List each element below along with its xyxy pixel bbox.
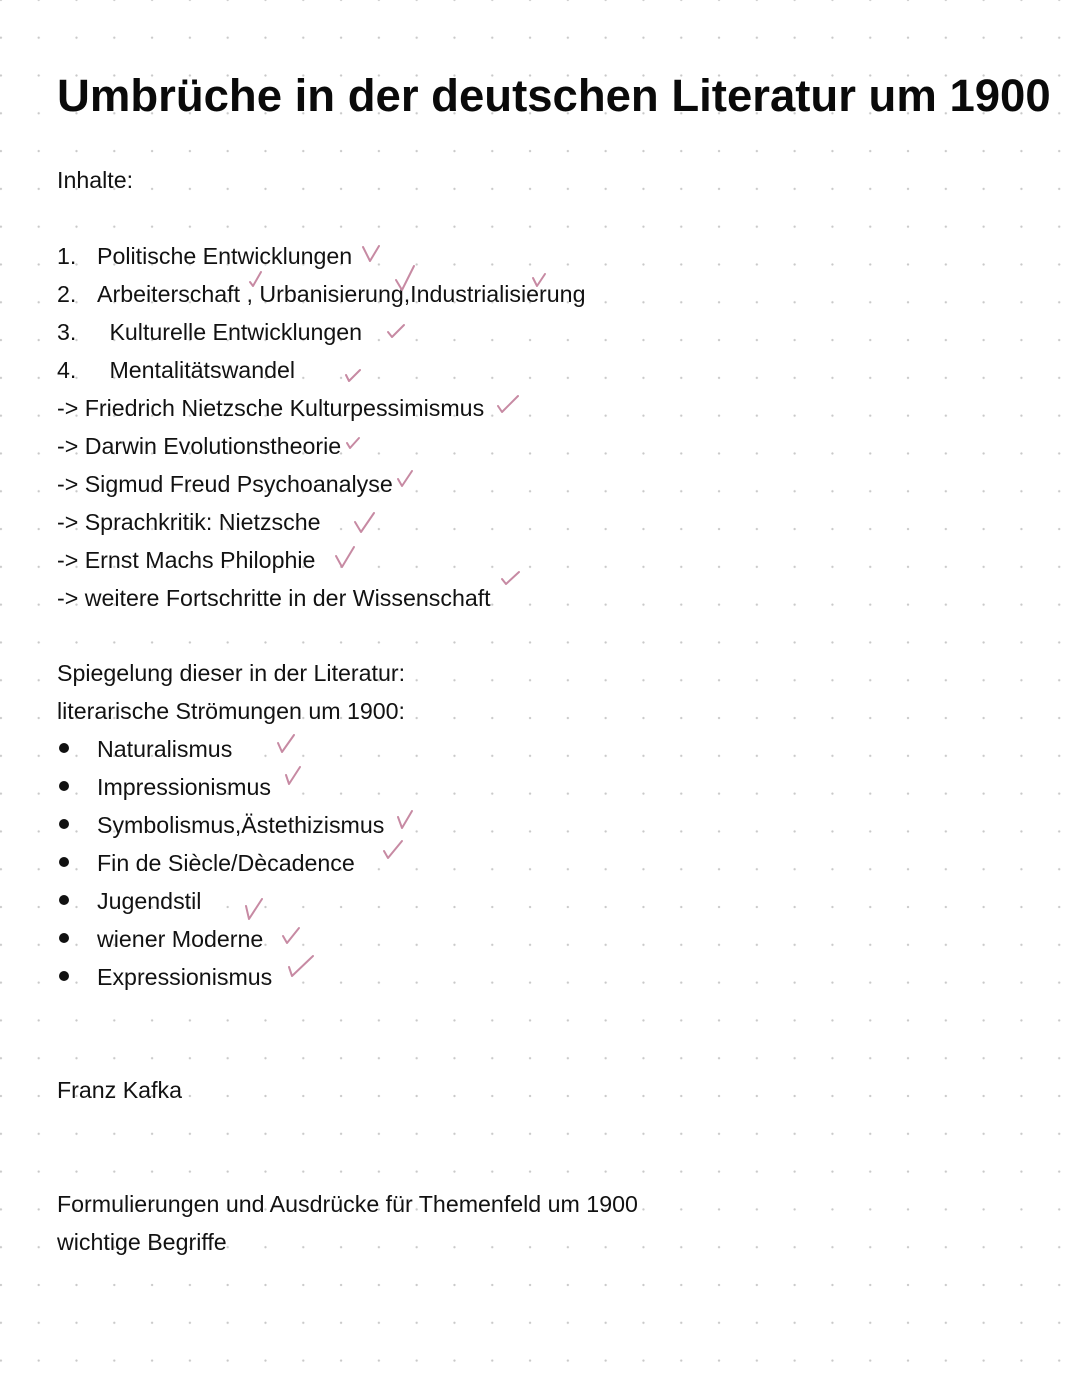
checkmark-icon [276, 733, 296, 754]
bullet-icon [59, 781, 69, 791]
item-number: 1. [57, 243, 77, 269]
item-number: 3. [57, 319, 77, 345]
bullet-icon [59, 743, 69, 753]
contents-heading: Inhalte: [57, 167, 134, 193]
author-heading: Franz Kafka [57, 1077, 183, 1103]
arrow-item: -> Friedrich Nietzsche Kulturpessimismus [57, 395, 485, 421]
movement-item: Impressionismus [97, 774, 271, 800]
movement-item: Jugendstil [97, 888, 202, 914]
checkmark-icon [284, 765, 302, 786]
checkmark-icon [244, 897, 264, 921]
bullet-icon [59, 819, 69, 829]
numbered-item [57, 356, 295, 384]
numbered-item [57, 280, 585, 308]
bullet-icon [59, 857, 69, 867]
movement-item: Symbolismus,Ästethizismus [97, 812, 385, 838]
item-text: Kulturelle Entwicklungen [103, 319, 363, 345]
movement-item: wiener Moderne [97, 926, 264, 952]
checkmark-icon [281, 926, 301, 946]
checkmark-icon [531, 272, 547, 288]
reflection-heading: Spiegelung dieser in der Literatur: [57, 660, 406, 686]
item-text: Arbeiterschaft , Urbanisierung,Industrialisierung [97, 281, 586, 307]
checkmark-icon [386, 322, 406, 340]
checkmark-icon [345, 435, 361, 451]
checkmark-icon [394, 264, 416, 292]
item-text: Mentalitätswandel [103, 357, 296, 383]
item-number: 2. [57, 281, 77, 307]
arrow-item: -> Sigmud Freud Psychoanalyse [57, 471, 393, 497]
movement-item: Expressionismus [97, 964, 273, 990]
checkmark-icon [334, 545, 356, 569]
arrow-item: -> Ernst Machs Philophie [57, 547, 316, 573]
checkmark-icon [361, 244, 381, 264]
arrow-item: -> Darwin Evolutionstheorie [57, 433, 342, 459]
item-text: Politische Entwicklungen [97, 243, 353, 269]
checkmark-icon [396, 469, 414, 489]
checkmark-icon [396, 809, 414, 831]
arrow-item: -> Sprachkritik: Nietzsche [57, 509, 321, 535]
movements-heading: literarische Strömungen um 1900: [57, 698, 405, 724]
checkmark-icon [382, 839, 404, 861]
page-title: Umbrüche in der deutschen Literatur um 1900 [57, 70, 1051, 121]
movement-item: Naturalismus [97, 736, 233, 762]
numbered-item [57, 318, 362, 346]
checkmark-icon [500, 570, 521, 587]
movement-item: Fin de Siècle/Dècadence [97, 850, 355, 876]
checkmark-icon [248, 270, 264, 288]
item-number: 4. [57, 357, 77, 383]
terms-heading: wichtige Begriffe [57, 1229, 227, 1255]
arrow-item: -> weitere Fortschritte in der Wissenschaft [57, 585, 491, 611]
bullet-icon [59, 971, 69, 981]
phrases-heading: Formulierungen und Ausdrücke für Themenfeld um 1900 [57, 1191, 638, 1217]
checkmark-icon [287, 954, 315, 979]
bullet-icon [59, 933, 69, 943]
checkmark-icon [353, 511, 377, 534]
checkmark-icon [344, 367, 362, 383]
numbered-item [57, 242, 352, 270]
checkmark-icon [496, 393, 520, 415]
bullet-icon [59, 895, 69, 905]
